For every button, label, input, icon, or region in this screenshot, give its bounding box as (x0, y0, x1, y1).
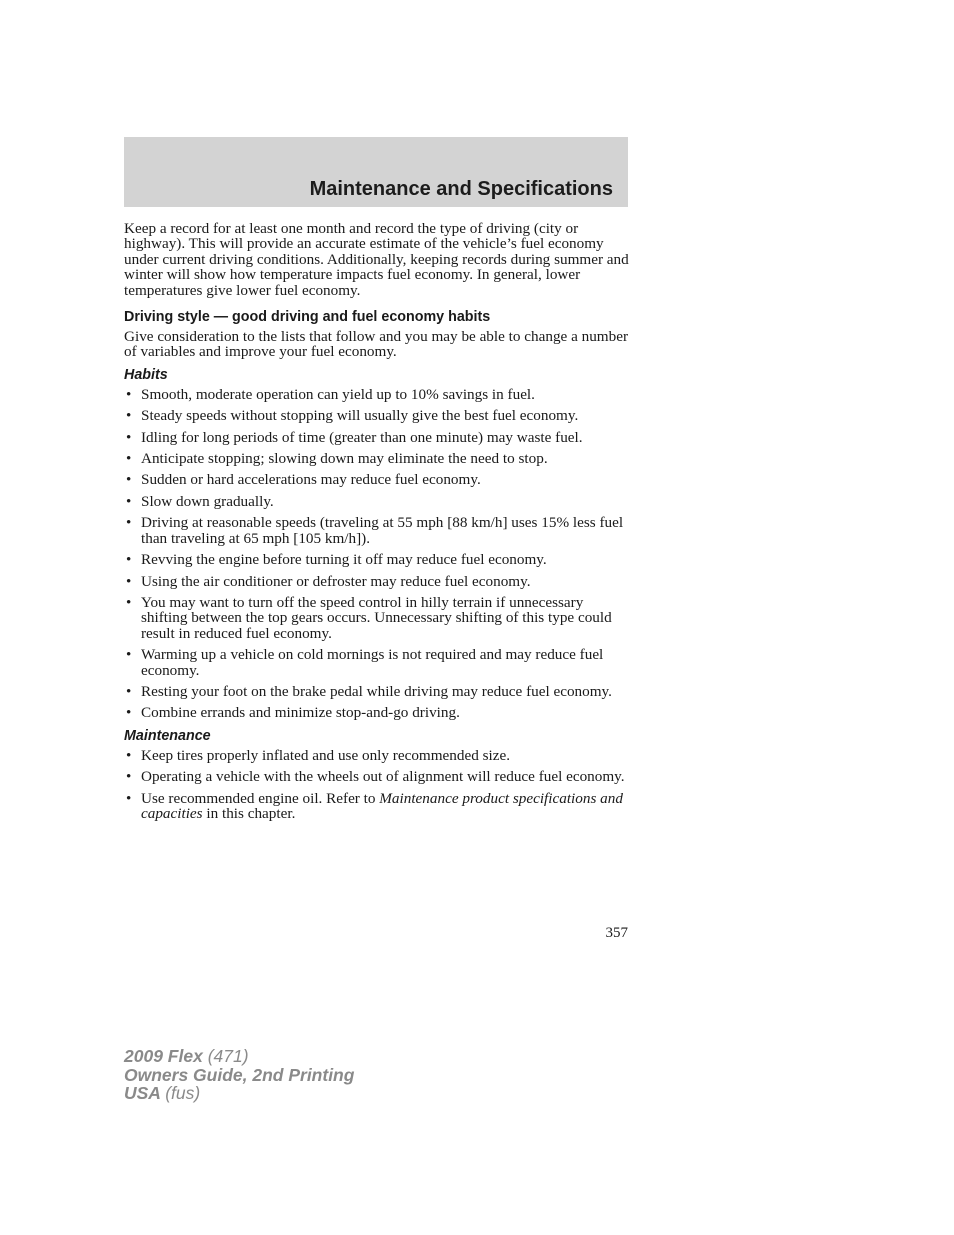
list-item: • Sudden or hard accelerations may reduce fuel economy. (124, 472, 630, 487)
habits-list (124, 387, 630, 721)
footer-market: USA (124, 1083, 161, 1103)
list-item: • You may want to turn off the speed control in hilly terrain if unnecessary shifting between the top gears occurs. Unnecessary shifting of this type could result in reduced fuel economy. (124, 595, 630, 641)
list-item: • Slow down gradually. (124, 494, 630, 509)
list-item: • Revving the engine before turning it off may reduce fuel economy. (124, 552, 630, 567)
footer-line-model (124, 1047, 354, 1066)
intro-paragraph: Keep a record for at least one month and record the type of driving (city or highway). This will provide an accurate estimate of the vehicle’s fuel economy under current driving conditions. Additionally, keeping records during summer and winter will show how temperature impacts fuel economy. In general, lower temperatures give lower fuel economy. (124, 220, 629, 299)
list-item: • Steady speeds without stopping will usually give the best fuel economy. (124, 408, 630, 423)
list-item (124, 791, 630, 822)
list-item: • Keep tires properly inflated and use only recommended size. (124, 748, 630, 763)
page-number: 357 (605, 925, 628, 941)
section-header-band (124, 137, 628, 207)
cross-reference: Maintenance product specifications and capacities (141, 789, 623, 822)
list-item: • Idling for long periods of time (greater than one minute) may waste fuel. (124, 430, 630, 445)
maintenance-list (124, 748, 630, 822)
footer-market-code: (fus) (165, 1083, 201, 1103)
page-content (124, 221, 630, 827)
list-item: • Driving at reasonable speeds (traveling at 55 mph [88 km/h] uses 15% less fuel than traveling at 65 mph [105 km/h]). (124, 515, 630, 546)
list-item: • Resting your foot on the brake pedal while driving may reduce fuel economy. (124, 684, 630, 699)
driving-style-paragraph: Give consideration to the lists that follow and you may be able to change a number of variables and improve your fuel economy. (124, 328, 629, 361)
list-item: • Smooth, moderate operation can yield up to 10% savings in fuel. (124, 387, 630, 402)
oil-text-end: in this chapter. (202, 804, 296, 822)
section-title: Maintenance and Specifications (309, 178, 613, 200)
footer-model: 2009 Flex (124, 1046, 203, 1066)
oil-text: Use recommended engine oil. Refer to (141, 789, 380, 807)
habits-heading: Habits (124, 366, 168, 383)
footer-line-market (124, 1084, 354, 1103)
list-item: • Operating a vehicle with the wheels out of alignment will reduce fuel economy. (124, 769, 630, 784)
footer-imprint (124, 1047, 354, 1103)
footer-line-guide: Owners Guide, 2nd Printing (124, 1064, 355, 1085)
driving-style-heading: Driving style — good driving and fuel economy habits (124, 309, 491, 326)
list-item: • Using the air conditioner or defroster may reduce fuel economy. (124, 574, 630, 589)
maintenance-heading: Maintenance (124, 727, 211, 744)
list-item: • Combine errands and minimize stop-and-go driving. (124, 705, 630, 720)
footer-model-code: (471) (207, 1046, 249, 1066)
list-item: • Warming up a vehicle on cold mornings is not required and may reduce fuel economy. (124, 647, 630, 678)
list-item: • Anticipate stopping; slowing down may eliminate the need to stop. (124, 451, 630, 466)
